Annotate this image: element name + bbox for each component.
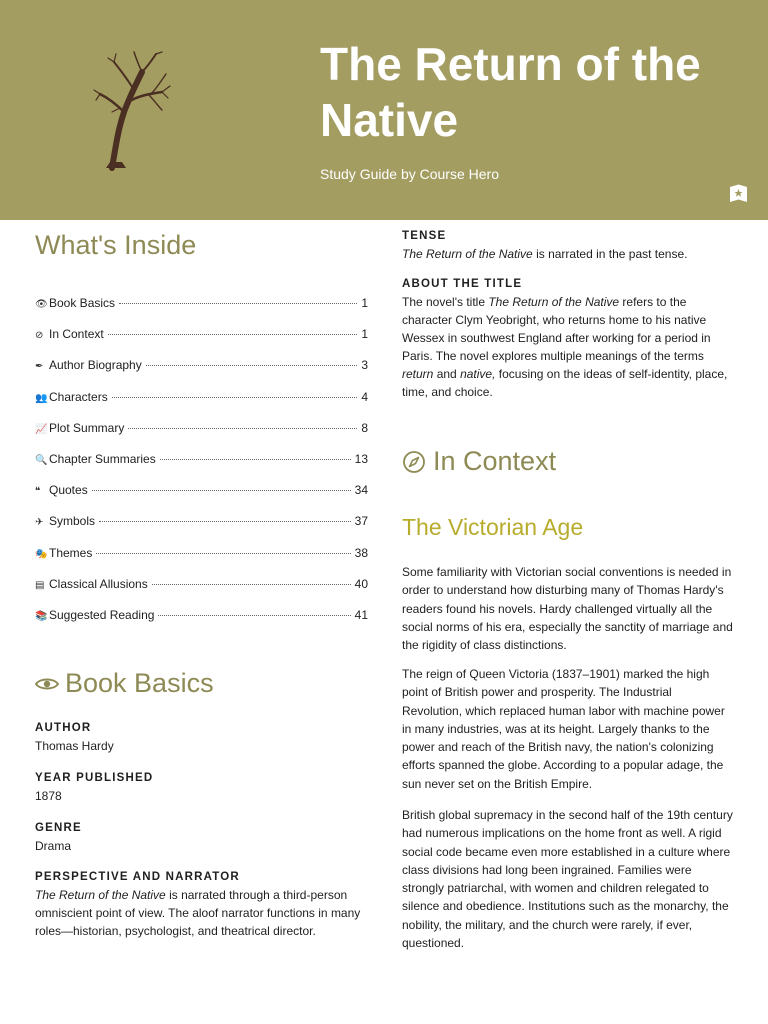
pen-nib-icon: ✒ (35, 361, 44, 373)
toc-item-author-biography[interactable] (35, 358, 368, 389)
tense-field (402, 230, 735, 263)
year-value: 1878 (35, 789, 62, 803)
magnifier-icon: 🔍 (35, 454, 48, 466)
about-title-label: ABOUT THE TITLE (402, 278, 523, 290)
toc-item-classical-allusions[interactable] (35, 577, 368, 608)
toc-item-book-basics[interactable] (35, 296, 368, 327)
dot-leader (158, 614, 350, 616)
perspective-text: is narrated through a third-person omniscient point of view. The aloof narrator functions in many roles—historian, psychologist, and theatrical director. (35, 888, 361, 938)
dot-leader (108, 333, 358, 335)
dot-leader (96, 552, 350, 554)
toc-label: Quotes (49, 483, 88, 498)
tense-title: The Return of the Native (402, 247, 533, 261)
about-text-4: focusing on the ideas of self-identity, place, time, and choice. (402, 367, 728, 399)
course-hero-book-icon (729, 184, 748, 203)
perspective-title: The Return of the Native (35, 888, 166, 902)
toc-page: 37 (354, 514, 368, 529)
toc-label: Chapter Summaries (49, 451, 156, 466)
toc-page: 40 (354, 576, 368, 591)
toc-label: Book Basics (49, 296, 116, 310)
dot-leader (112, 396, 358, 398)
dot-leader (160, 458, 351, 460)
dot-leader (99, 520, 351, 522)
toc-item-symbols[interactable] (35, 514, 368, 545)
in-context-heading (402, 446, 556, 477)
toc-item-suggested-reading[interactable] (35, 608, 368, 639)
quote-icon: ❝ (35, 486, 41, 498)
compass-icon (402, 450, 426, 474)
title-line-1: The Return of the (320, 38, 701, 90)
eye-icon: 👁 (35, 299, 48, 310)
about-term-return: return (402, 367, 434, 381)
toc-item-characters[interactable] (35, 390, 368, 421)
tense-label: TENSE (402, 230, 447, 242)
document-icon: ▤ (35, 579, 45, 591)
about-text-2: refers to the character Clym Yeobright, who returns home to his native Wessex in southwest England after working for a period in Paris. The novel explores multiple meanings of the terms (402, 295, 711, 363)
toc-item-in-context[interactable] (35, 327, 368, 358)
genre-field (35, 822, 368, 855)
toc-label: Themes (49, 545, 93, 560)
dot-leader (119, 302, 357, 304)
title-line-2: Native (320, 94, 459, 146)
bird-icon: ✈ (35, 517, 44, 529)
toc-label: Author Biography (49, 358, 142, 373)
toc-page: 34 (354, 483, 368, 498)
book-title (320, 36, 750, 148)
cover-header (0, 0, 768, 220)
toc-page: 1 (361, 296, 368, 310)
toc-label: In Context (49, 327, 104, 342)
tense-text: is narrated in the past tense. (532, 247, 688, 261)
toc-item-quotes[interactable] (35, 483, 368, 514)
compass-icon: ⊘ (35, 330, 44, 342)
perspective-field (35, 871, 368, 940)
context-paragraph-2: The reign of Queen Victoria (1837–1901) marked the high point of British power and prosperity. The Industrial Revolution, which replaced human labor with machine power in many industries, was at its height. Largely thanks to the power and reach of the British navy, the nation's colonizing efforts spanned the globe. According to a popular adage, the sun never set on the British Empire. (402, 667, 725, 791)
perspective-value (35, 886, 368, 940)
perspective-label: PERSPECTIVE AND NARRATOR (35, 871, 240, 883)
year-field (35, 772, 368, 805)
author-label: AUTHOR (35, 722, 92, 734)
dot-leader (92, 489, 351, 491)
subtitle: Study Guide by Course Hero (320, 166, 499, 182)
toc-item-plot-summary[interactable] (35, 421, 368, 452)
toc-label: Classical Allusions (49, 576, 148, 591)
whats-inside-heading: What's Inside (35, 230, 197, 260)
toc-page: 13 (354, 451, 368, 466)
toc-page: 41 (354, 607, 368, 622)
dot-leader (128, 427, 357, 429)
about-text-1: The novel's title (402, 295, 489, 309)
author-value: Thomas Hardy (35, 739, 114, 753)
about-title-field (402, 278, 735, 401)
toc-page: 4 (361, 389, 368, 404)
toc-label: Plot Summary (49, 420, 125, 435)
theater-masks-icon: 🎭 (35, 548, 48, 560)
about-term-native: native, (460, 367, 496, 381)
people-icon: 👥 (35, 392, 48, 404)
eye-icon (35, 676, 59, 692)
toc-page: 38 (354, 545, 368, 560)
book-basics-heading (35, 668, 214, 699)
table-of-contents (35, 296, 368, 639)
toc-page: 8 (361, 420, 368, 435)
year-label: YEAR PUBLISHED (35, 772, 154, 784)
tense-value (402, 245, 735, 263)
books-icon: 📚 (35, 610, 48, 622)
context-paragraph-1: Some familiarity with Victorian social conventions is needed in order to understand how disturbing many of Thomas Hardy's readers found his novels. Hardy challenged virtually all the social norms of his era, especially the sanctity of marriage and the rigidity of class distinctions. (402, 565, 733, 653)
toc-page: 3 (361, 358, 368, 373)
toc-item-themes[interactable] (35, 546, 368, 577)
tree-icon (92, 50, 172, 172)
dot-leader (146, 364, 358, 366)
toc-label: Characters (49, 389, 108, 404)
genre-label: GENRE (35, 822, 82, 834)
chart-icon: 📈 (35, 423, 48, 435)
toc-label: Suggested Reading (49, 607, 155, 622)
author-field (35, 722, 368, 755)
about-title-value (402, 293, 735, 401)
toc-item-chapter-summaries[interactable] (35, 452, 368, 483)
dot-leader (152, 583, 351, 585)
context-paragraph-3: British global supremacy in the second half of the 19th century had numerous implications on the home front as well. A rigid social code became even more established in a culture where class divisions had long been ingrained. Families were strongly patriarchal, with women and children relegated to silence and obedience. Institutions such as the monarchy, the nobility, the military, and the church were rarely, if ever, questioned. (402, 808, 733, 951)
toc-page: 1 (361, 327, 368, 342)
toc-label: Symbols (49, 514, 96, 529)
in-context-title: In Context (433, 446, 557, 476)
book-basics-title: Book Basics (65, 668, 214, 698)
about-text-3: and (433, 367, 461, 381)
victorian-age-heading: The Victorian Age (402, 514, 584, 540)
about-book-title: The Return of the Native (488, 295, 620, 309)
genre-value: Drama (35, 839, 72, 853)
